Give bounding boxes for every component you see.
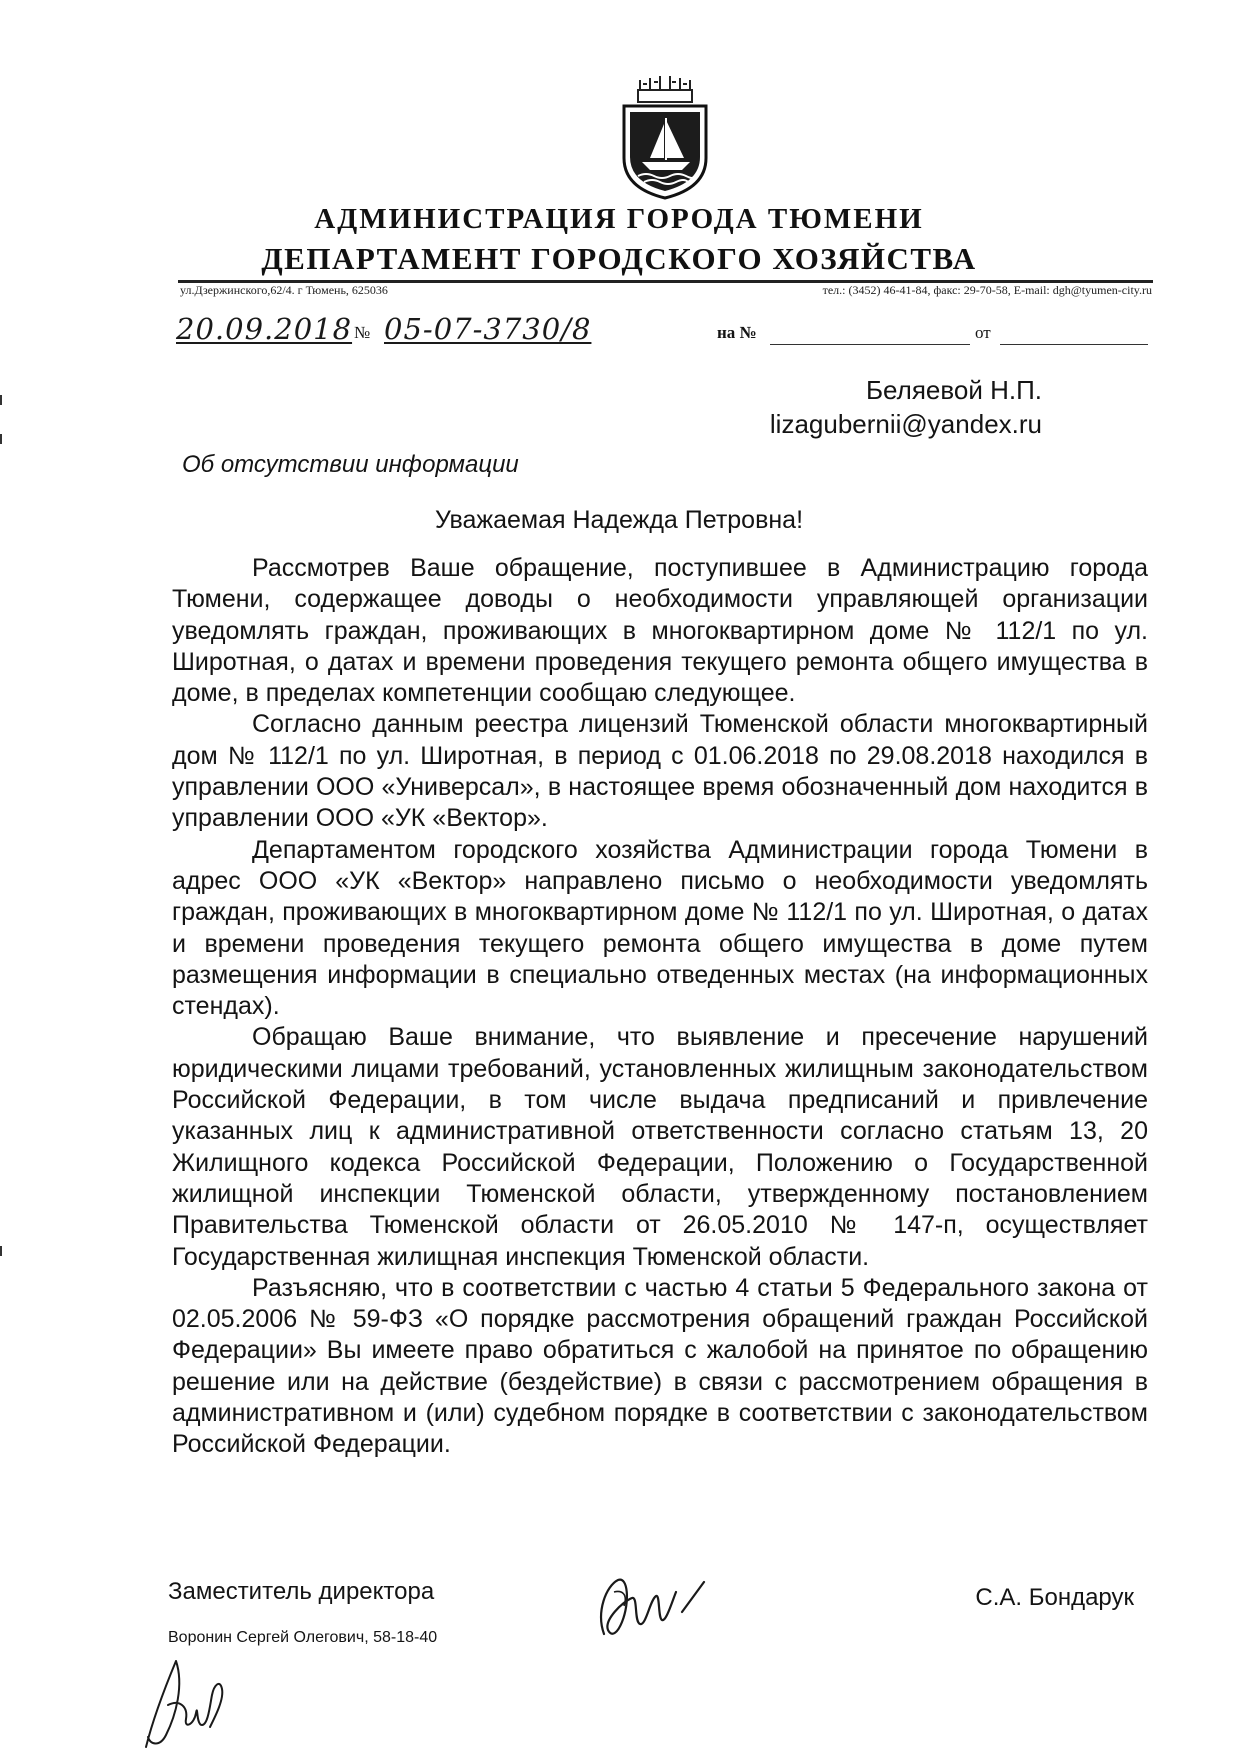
recipient-block <box>770 373 1042 441</box>
signatory-title: Заместитель директора <box>168 1578 435 1605</box>
reply-to-number-label: на № <box>717 323 757 342</box>
coat-of-arms-emblem <box>610 72 720 202</box>
letter-body <box>172 553 1148 1461</box>
body-paragraph: Обращаю Ваше внимание, что выявление и пресечение нарушений юридическими лицами требований, установленных жилищным законодательством Российской Федерации, в том числе выдача предписаний и привлечение указанных лиц к административной ответственности согласно статьям 13, 20 Жилищного кодекса Российской Федерации, Положению о Государственной жилищной инспекции Тюменской области, утвержденному постановлением Правительства Тюменской области от 26.05.2010 № 147-п, осуществляет Государственная жилищная инспекция Тюменской области. <box>172 1023 1148 1271</box>
scan-margin-mark <box>0 395 2 405</box>
body-paragraph: Разъясняю, что в соответствии с частью 4 статьи 5 Федерального закона от 02.05.2006 № 59-ФЗ «О порядке рассмотрения обращений граждан Российской Федерации» Вы имеете право обратиться с жалобой на принятое по обращению решение или на действие (бездействие) в связи с рассмотрением обращения в административном и (или) судебном порядке в соответствии с законодательством Российской Федерации. <box>172 1273 1148 1459</box>
letter-subject: Об отсутствии информации <box>182 451 519 478</box>
registration-date: 20.09.2018 <box>176 312 353 346</box>
body-paragraph: Рассмотрев Ваше обращение, поступившее в Администрацию города Тюмени, содержащее доводы о необходимости управляющей организации уведомлять граждан, проживающих в многоквартирном доме № 112/1 по ул. Широтная, о датах и времени проведения текущего ремонта общего имущества в доме, в пределах компетенции сообщаю следующее. <box>172 554 1148 708</box>
recipient-email: lizagubernii@yandex.ru <box>769 409 1042 439</box>
signatory-name: С.А. Бондарук <box>975 1584 1134 1611</box>
body-paragraph: Департаментом городского хозяйства Администрации города Тюмени в адрес ООО «УК «Вектор» направлено письмо о необходимости уведомлять граждан, проживающих в многоквартирном доме № 112/1 по ул. Широтная, о датах и времени проведения текущего ремонта общего имущества в доме путем размещения информации в специально отведенных местах (на информационных стендах). <box>172 835 1148 1021</box>
registration-number: 05-07-3730/8 <box>384 312 592 346</box>
handwritten-initials <box>136 1655 236 1753</box>
organization-address: ул.Дзержинского,62/4. г Тюмень, 625036 <box>180 283 388 297</box>
organization-name: АДМИНИСТРАЦИЯ ГОРОДА ТЮМЕНИ <box>314 203 924 235</box>
recipient-name: Беляевой Н.П. <box>865 375 1042 405</box>
scan-margin-mark <box>0 434 2 444</box>
organization-contacts: тел.: (3452) 46-41-84, факс: 29-70-58, E-mail: dgh@tyumen-city.ru <box>822 283 1152 297</box>
reply-to-number-blank <box>770 344 970 345</box>
executor-contact: Воронин Сергей Олегович, 58-18-40 <box>168 1629 438 1646</box>
registration-number-label: № <box>354 323 371 342</box>
reply-to-date-blank <box>1000 344 1148 345</box>
reply-to-date-label: от <box>975 323 991 342</box>
body-paragraph: Согласно данным реестра лицензий Тюменской области многоквартирный дом № 112/1 по ул. Широтная, в период с 01.06.2018 по 29.08.2018 находился в управлении ООО «Универсал», в настоящее время обозначенный дом находится в управлении ООО «УК «Вектор». <box>172 710 1148 833</box>
scan-margin-mark <box>0 1246 2 1256</box>
salutation: Уважаемая Надежда Петровна! <box>434 506 804 534</box>
department-name: ДЕПАРТАМЕНТ ГОРОДСКОГО ХОЗЯЙСТВА <box>261 241 977 276</box>
handwritten-signature <box>592 1572 712 1644</box>
